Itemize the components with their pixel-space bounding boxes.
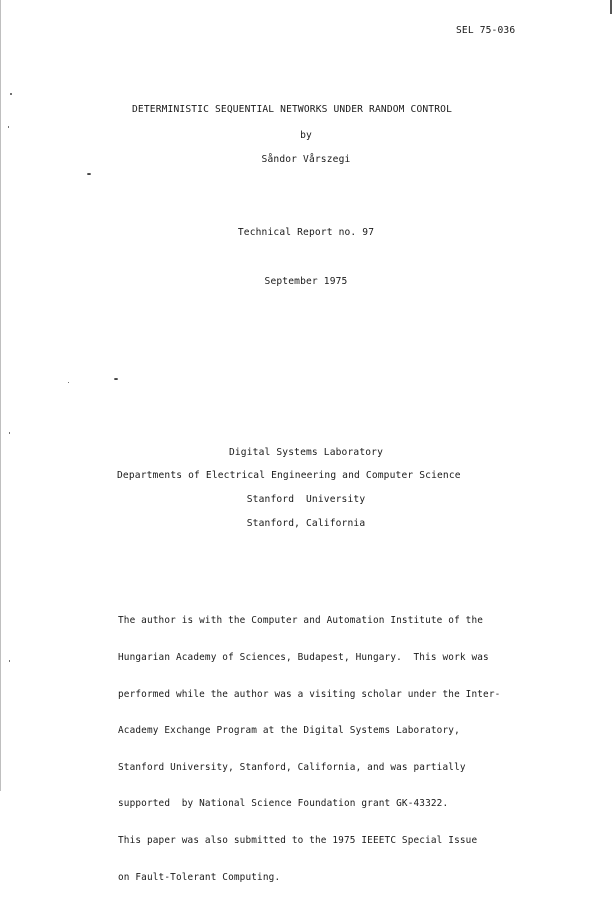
scan-speck [10,93,12,95]
footnote-line: This paper was also submitted to the 1975 IEEETC Special Issue [118,835,478,847]
by-line: by [300,130,312,141]
scan-speck [87,173,91,175]
university: Stanford University [246,494,366,505]
location: Stanford, California [246,518,366,529]
report-date: September 1975 [264,276,348,287]
report-number: SEL 75-036 [456,25,516,36]
footnote-line: Stanford University, Stanford, California, and was partially [118,761,466,773]
footnote-line: on Fault-Tolerant Computing. [118,871,281,883]
footnote-line: supported by National Science Foundation grant GK-43322. [118,798,449,810]
footnote-line: Academy Exchange Program at the Digital Systems Laboratory, [118,725,460,737]
scan-speck [9,432,10,434]
lab-name: Digital Systems Laboratory [228,447,384,458]
footnote-line: performed while the author was a visiting scholar under the Inter- [118,688,501,700]
scan-speck [9,660,10,662]
departments: Departments of Electrical Engineering and Computer Science [117,470,461,481]
document-title: DETERMINISTIC SEQUENTIAL NETWORKS UNDER RANDOM CONTROL [132,104,452,115]
footnote-line: The author is with the Computer and Automation Institute of the [118,615,484,627]
page-left-edge [0,0,1,791]
scan-speck [114,378,118,380]
scan-speck [68,382,69,383]
scan-speck [8,126,9,128]
author-name: Såndor Vårszegi [261,154,351,165]
author-footnote [118,591,500,908]
footnote-line: Hungarian Academy of Sciences, Budapest, Hungary. This work was [118,652,489,664]
technical-report-number: Technical Report no. 97 [237,227,375,238]
